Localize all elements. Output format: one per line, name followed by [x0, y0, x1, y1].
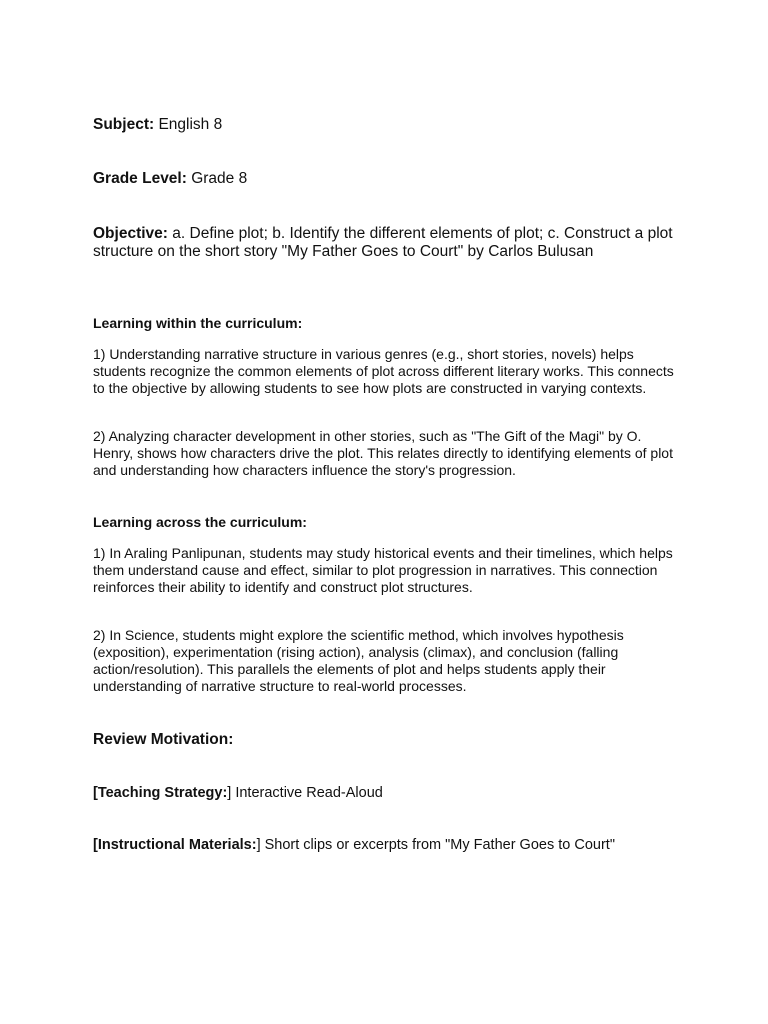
objective-value: a. Define plot; b. Identify the different elements of plot; c. Construct a plot structure on the short story "My Father Goes to Court" by Carlos Bulusan: [93, 225, 673, 260]
within-curriculum-item-1: 1) Understanding narrative structure in various genres (e.g., short stories, novels) helps students recognize the common elements of plot across different literary works. This connects to the objective by allowing students to see how plots are constructed in varying contexts.: [93, 346, 674, 396]
within-curriculum-heading: Learning within the curriculum:: [93, 315, 303, 331]
objective-label: Objective:: [93, 225, 168, 242]
teaching-strategy-value: ] Interactive Read-Aloud: [227, 785, 383, 801]
across-curriculum-item-2: 2) In Science, students might explore the scientific method, which involves hypothesis (exposition), experimentation (rising action), analysis (climax), and conclusion (falling action/resolution). This parallels the elements of plot and helps students apply their understanding of narrative structure to real-world processes.: [93, 627, 624, 694]
across-curriculum-item-1: 1) In Araling Panlipunan, students may study historical events and their timelines, which helps them understand cause and effect, similar to plot progression in narratives. This connection reinforces their ability to identify and construct plot structures.: [93, 545, 673, 595]
subject-label: Subject:: [93, 116, 155, 133]
within-curriculum-item-2: 2) Analyzing character development in other stories, such as "The Gift of the Magi" by O. Henry, shows how characters drive the plot. This relates directly to identifying elements of plot and understanding how characters influence the story's progression.: [93, 428, 673, 478]
teaching-strategy-label: [Teaching Strategy:: [93, 785, 228, 801]
objective-line: [93, 225, 683, 261]
instructional-materials-line: [93, 836, 713, 854]
grade-level-value: Grade 8: [191, 170, 248, 187]
grade-level-label: Grade Level:: [93, 170, 187, 187]
instructional-materials-value: ] Short clips or excerpts from "My Father Goes to Court": [256, 837, 615, 853]
teaching-strategy-line: [93, 784, 713, 802]
subject-line: [93, 116, 683, 134]
review-motivation-heading: Review Motivation:: [93, 731, 234, 748]
across-curriculum-heading: Learning across the curriculum:: [93, 514, 307, 530]
instructional-materials-label: [Instructional Materials:: [93, 837, 257, 853]
subject-value: English 8: [158, 116, 223, 133]
grade-level-line: [93, 170, 683, 188]
